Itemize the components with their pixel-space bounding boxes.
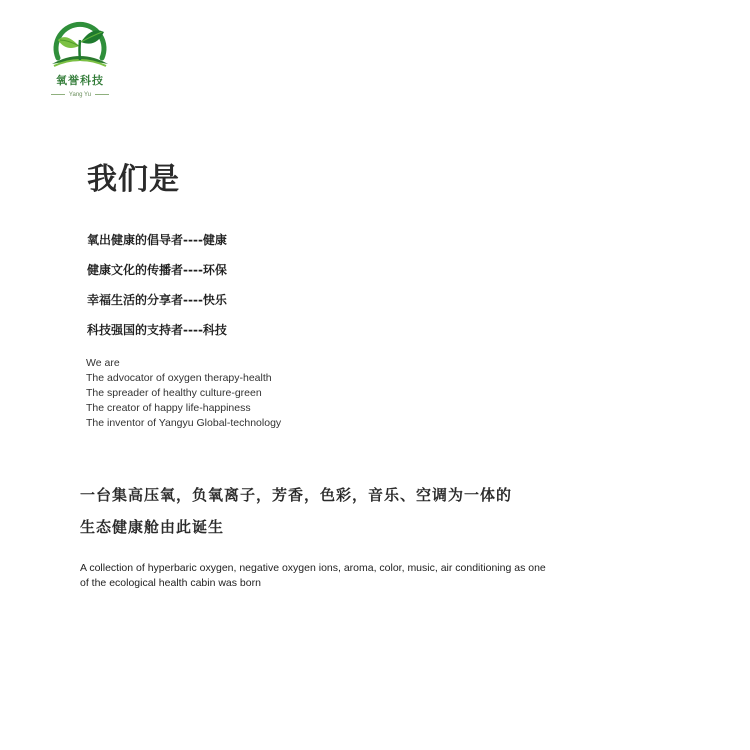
logo-name-cn: 氧誉科技 — [56, 74, 104, 87]
english-intro-line: The creator of happy life-happiness — [86, 402, 251, 414]
english-intro-line: The inventor of Yangyu Global-technology — [86, 417, 282, 429]
role-line: 科技强国的支持者----科技 — [87, 323, 227, 337]
english-intro-line: The advocator of oxygen therapy-health — [86, 372, 272, 384]
product-description-line: of the ecological health cabin was born — [80, 577, 261, 589]
english-intro-line: We are — [86, 357, 120, 369]
english-intro — [86, 356, 281, 431]
english-intro-line: The spreader of healthy culture-green — [86, 387, 262, 399]
product-description — [80, 561, 560, 591]
sprout-leaf-icon — [44, 14, 116, 74]
role-line: 健康文化的传播者----环保 — [87, 263, 227, 277]
role-line: 幸福生活的分享者----快乐 — [87, 293, 227, 307]
product-description-line: A collection of hyperbaric oxygen, negative oxygen ions, aroma, color, music, air conditioning as one — [80, 562, 546, 574]
role-line: 氧出健康的倡导者----健康 — [87, 233, 227, 247]
page-title: 我们是 — [87, 162, 180, 197]
product-headline: 一台集高压氧，负氧离子，芳香，色彩，音乐、空调为一体的 — [80, 486, 513, 504]
company-logo — [44, 14, 116, 104]
logo-name-en: Yang Yu — [44, 91, 116, 99]
product-headline: 生态健康舱由此诞生 — [80, 518, 225, 536]
